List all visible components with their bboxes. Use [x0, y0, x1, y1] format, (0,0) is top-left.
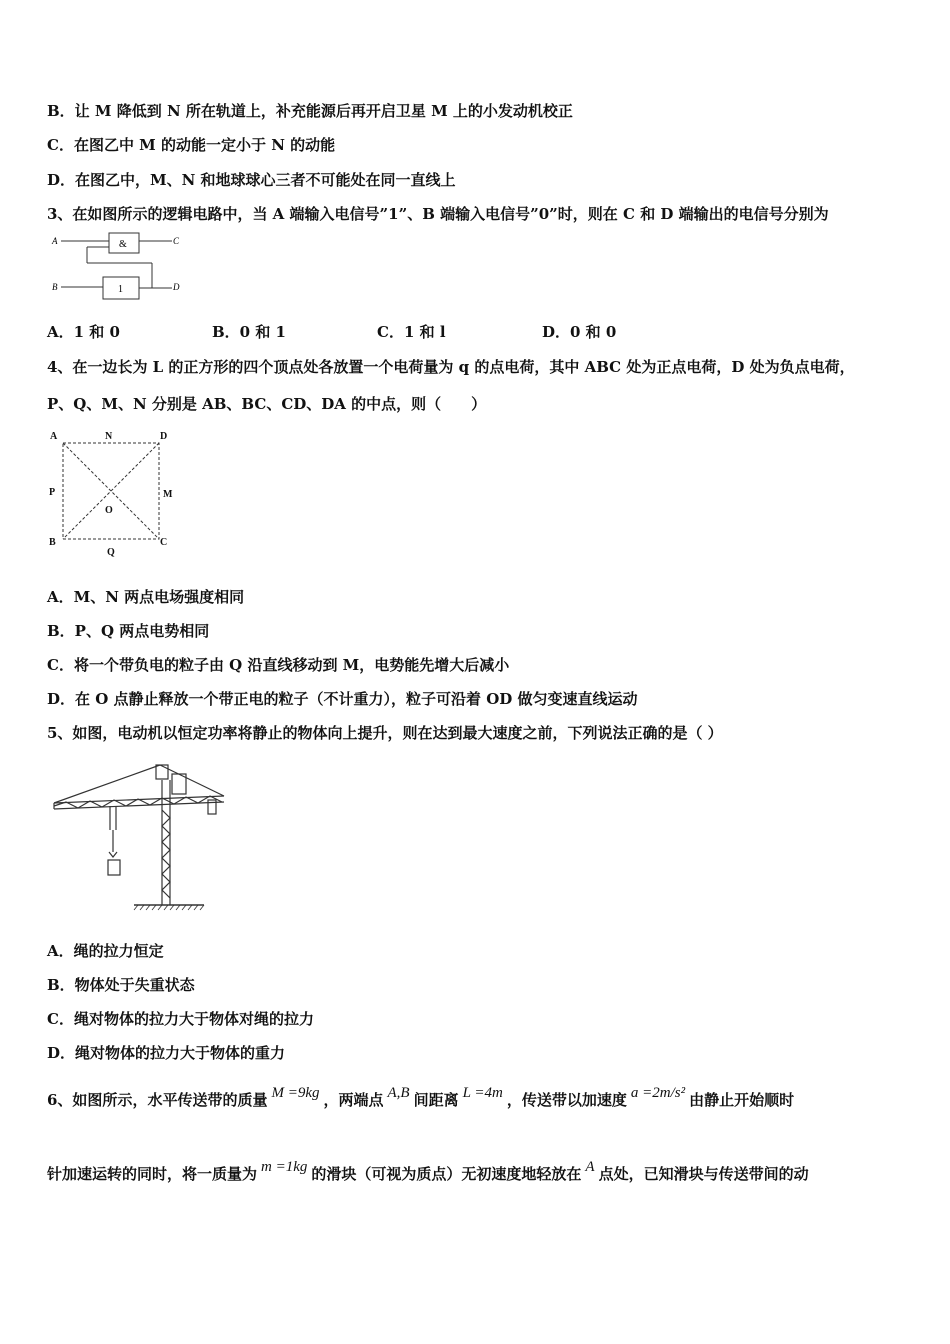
q6-math-length: L =4m — [462, 1085, 503, 1101]
circuit-label-b: B — [52, 282, 58, 292]
q6-text-2c: 点处，已知滑块与传送带间的动 — [598, 1165, 809, 1183]
q6-line2 — [47, 1159, 809, 1185]
q3-option-b: B．0 和 1 — [212, 323, 286, 341]
circuit-label-a: A — [52, 236, 58, 246]
q4-stem-line2: P、Q、M、N 分别是 AB、BC、CD、DA 的中点，则（ ） — [47, 395, 487, 413]
q4-option-a: A．M、N 两点电场强度相同 — [47, 588, 245, 606]
label-m: M — [163, 489, 173, 500]
q6-math-mass-block: m =1kg — [261, 1159, 308, 1175]
q3-option-c: C．1 和 l — [377, 323, 446, 341]
label-d: D — [160, 431, 168, 442]
q6-math-mass-belt: M =9kg — [271, 1085, 320, 1101]
q3-option-d: D．0 和 0 — [542, 323, 617, 341]
q4-stem-line1: 4、在一边长为 L 的正方形的四个顶点处各放置一个电荷量为 q 的点电荷，其中 ABC 处为正点电荷，D 处为负点电荷， — [47, 358, 855, 376]
q5-option-b: B．物体处于失重状态 — [47, 976, 195, 994]
square-charges-figure — [45, 428, 185, 560]
q4-option-d: D．在 O 点静止释放一个带正电的粒子（不计重力），粒子可沿着 OD 做匀变速直线运动 — [47, 690, 638, 708]
circuit-label-c: C — [173, 236, 180, 246]
circuit-label-d: D — [173, 282, 180, 292]
q3-stem: 3、在如图所示的逻辑电路中，当 A 端输入电信号”1”、B 端输入电信号”0”时，则在 C 和 D 端输出的电信号分别为 — [47, 205, 829, 223]
and-gate-symbol: & — [119, 239, 127, 250]
tower-crane-figure — [52, 760, 227, 912]
label-n: N — [105, 431, 113, 442]
q6-text-1e: 由静止开始顺时 — [689, 1091, 795, 1109]
q6-text-1c: 间距离 — [413, 1091, 459, 1109]
q2-option-c: C．在图乙中 M 的动能一定小于 N 的动能 — [47, 136, 336, 154]
q5-option-c: C．绳对物体的拉力大于物体对绳的拉力 — [47, 1010, 314, 1028]
q6-text-1a: 6、如图所示，水平传送带的质量 — [47, 1091, 268, 1109]
q6-text-1b: ，两端点 — [323, 1091, 384, 1109]
q2-option-b: B．让 M 降低到 N 所在轨道上，补充能源后再开启卫星 M 上的小发动机校正 — [47, 102, 573, 120]
q6-text-2b: 的滑块（可视为质点）无初速度地轻放在 — [311, 1165, 582, 1183]
q6-math-point-a: A — [585, 1159, 595, 1175]
q4-option-b: B．P、Q 两点电势相同 — [47, 622, 210, 640]
q6-math-points: A,B — [387, 1085, 410, 1101]
q6-text-1d: ，传送带以加速度 — [506, 1091, 627, 1109]
q2-option-d: D．在图乙中，M、N 和地球球心三者不可能处在同一直线上 — [47, 171, 456, 189]
label-b: B — [49, 537, 56, 548]
q6-math-acceleration: a =2m/s² — [630, 1085, 686, 1101]
label-o: O — [105, 505, 113, 516]
q6-line1 — [47, 1085, 795, 1111]
q6-text-2a: 针加速运转的同时，将一质量为 — [47, 1165, 258, 1183]
q5-stem: 5、如图，电动机以恒定功率将静止的物体向上提升，则在达到最大速度之前，下列说法正确的是（ ） — [47, 724, 723, 742]
q4-option-c: C．将一个带负电的粒子由 Q 沿直线移动到 M，电势能先增大后减小 — [47, 656, 510, 674]
q3-option-a: A．1 和 0 — [47, 323, 120, 341]
label-p: P — [49, 487, 56, 498]
label-a: A — [50, 431, 58, 442]
label-c: C — [160, 537, 168, 548]
not-gate-symbol: 1 — [118, 284, 123, 295]
q5-option-a: A．绳的拉力恒定 — [47, 942, 164, 960]
logic-circuit-figure — [47, 230, 197, 310]
q5-option-d: D．绳对物体的拉力大于物体的重力 — [47, 1044, 286, 1062]
label-q: Q — [107, 547, 115, 558]
